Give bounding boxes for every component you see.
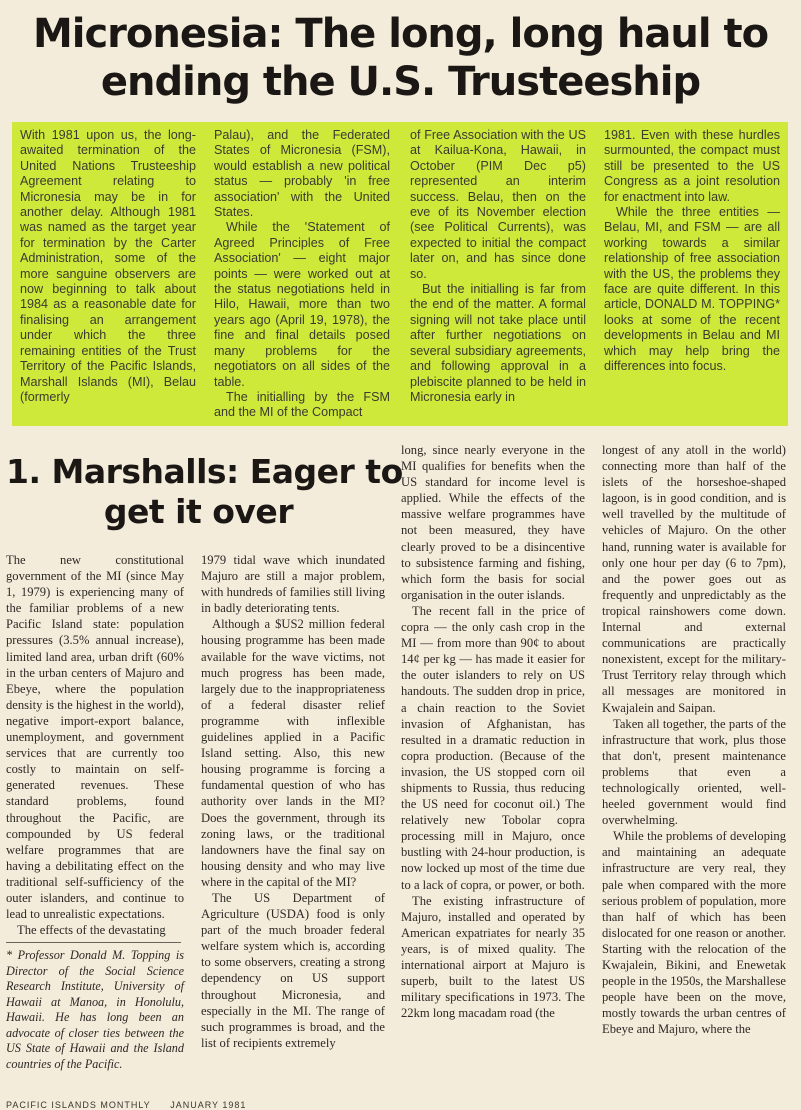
paragraph: The initialling by the FSM and the MI of the Compact: [214, 389, 390, 420]
paragraph: longest of any atoll in the world) connecting more than half of the islets of the horseshoe-shaped lagoon, is in good condition, and is well travelled by the multitude of vehicles of Majuro. On the other hand, running water is available for only one hour per day (6 to 7pm), and the power goes out as frequently and unpredictably as the tropical rainshowers come down. Internal and external communications are practically nonexistent, except for the military-Trust Territory relay through which all messages are monitored in Kwajalein and Saipan.: [602, 443, 786, 715]
intro-column-1: [20, 128, 196, 405]
author-footnote: * Professor Donald M. Topping is Director of the Social Science Research Institute, University of Hawaii at Manoa, in Honolulu, Hawaii. He has long been an advocate of closer ties between the US State of Hawaii and the Island countries of the Pacific.: [6, 948, 184, 1071]
paragraph: The recent fall in the price of copra — the only cash crop in the MI — from more than 90¢ to about 14¢ per kg — has made it easier for the outer islanders to rely on US handouts. The sudden drop in price, a chain reaction to the Soviet invasion of Afghanistan, has resulted in a dramatic reduction in copra production. (Because of the invasion, the US stopped corn oil shipments to Russia, thus reducing the US need for coconut oil.) The relatively new Tobolar copra processing mill in Majuro, once bustling with 24-hour production, is now locked up most of the time due to a lack of copra, or power, or both.: [401, 603, 585, 892]
headline-line-2: ending the U.S. Trusteeship: [100, 59, 701, 105]
paragraph: The effects of the devastating: [17, 923, 166, 938]
intro-column-4: [604, 128, 780, 375]
body-column-1: [6, 552, 184, 938]
paragraph: While the problems of developing and maintaining an adequate infrastructure are very real, they pale when compared with the more serious problem of population, more than half of which has been dislocated for one reason or another. Starting with the relocation of the Kwajalein, Bikini, and Enewetak people in the 1950s, the Marshallese people have been on the move, mostly towards the urban centres of Ebeye and Majuro, where the: [602, 829, 786, 1037]
intro-column-3: [410, 128, 586, 405]
paragraph: With 1981 upon us, the long-awaited termination of the United Nations Trusteeship Agreement relating to Micronesia may be in for another delay. Although 1981 was named as the target year for termination by the Carter Administration, some of the more sanguine observers are now beginning to talk about 1984 as a reasonable date for finalising an arrangement under which the three remaining entities of the Trust Territory of the Pacific Islands, Marshall Islands (MI), Belau (formerly: [20, 128, 196, 404]
paragraph: long, since nearly everyone in the MI qualifies for benefits when the US standard for income level is applied. While the effects of the massive welfare programmes have not been measured, they have clearly proved to be a disincentive to subsistence farming and fishing, which form the basis for social organisation in the outer islands.: [401, 443, 585, 602]
issue-date: JANUARY 1981: [170, 1100, 247, 1110]
paragraph: While the 'Statement of Agreed Principles of Free Association' — eight major points — were worked out at the status negotiations held in Hilo, Hawaii, more than two years ago (April 19, 1978), the fine and final details posed many problems for the negotiators on all sides of the table.: [214, 220, 390, 389]
body-column-3: [401, 442, 585, 1021]
headline-line-1: Micronesia: The long, long haul to: [32, 11, 769, 57]
paragraph: The existing infrastructure of Majuro, installed and operated by American expatriates for nearly 35 years, is of mixed quality. The international airport at Majuro is superb, built to the latest US military specifications in 1973. The 22km long macadam road (the: [401, 893, 585, 1021]
paragraph: Taken all together, the parts of the infrastructure that work, plus those that don't, present maintenance problems that even a technologically oriented, well-heeled government would find overwhelming.: [602, 716, 786, 828]
paragraph: Palau), and the Federated States of Micronesia (FSM), would establish a new political status — probably 'in free association' with the United States.: [214, 128, 390, 220]
paragraph: But the initialling is far from the end of the matter. A formal signing will not take place until after further negotiations on several subsidiary agreements, and following approval in a plebiscite planned to be held in Micronesia early in: [410, 282, 586, 404]
paragraph: of Free Association with the US at Kailua-Kona, Hawaii, in October (PIM Dec p5) represented an interim success. Belau, then on the eve of its November election (see Political Currents), was expected to initial the compact later on, and has since done so.: [410, 128, 586, 281]
article-headline: [0, 10, 801, 106]
paragraph: The new constitutional government of the MI (since May 1, 1979) is experiencing many of the familiar problems of a new Pacific Island state: population pressures (3.5% annual increase), limited land area, urban drift (60% in the urban centers of Majuro and Ebeye, where the population density is the highest in the world), negative import-export balance, unemployment, and government services that are currently too costly to maintain on self-generated revenues. These standard problems, found throughout the Pacific, are compounded by US federal welfare programmes that are having a debilitating effect on the traditional self-sufficiency of the outer islanders, and continue to lead to unrealistic expectations.: [6, 553, 184, 922]
publication-name: PACIFIC ISLANDS MONTHLY: [6, 1100, 151, 1110]
footnote-rule: [6, 942, 181, 943]
page-footer: [6, 1100, 262, 1110]
paragraph: 1979 tidal wave which inundated Majuro are still a major problem, with hundreds of families still living in badly deteriorating tents.: [201, 553, 385, 616]
paragraph: The US Department of Agriculture (USDA) food is only part of the much broader federal welfare system which is, according to some observers, creating a strong dependency on US support throughout Micronesia, and especially in the MI. The range of such programmes is broad, and the list of recipients extremely: [201, 890, 385, 1050]
body-column-2: [201, 552, 385, 1051]
section-title-line-1: 1. Marshalls: Eager to: [6, 452, 403, 491]
paragraph: Although a $US2 million federal housing programme has been made available for the wave victims, not much progress has been made, largely due to the inappropriateness of a federal disaster relief programme with inflexible guidelines applied in a Pacific Island setting. Also, this new housing programme is forcing a fundamental question of who has authority over lands in the MI? Does the government, through its zoning laws, or the traditional landowners have the final say on housing density and who may live where in the capital of the MI?: [201, 617, 385, 889]
section-title-line-2: get it over: [103, 492, 294, 531]
body-column-4: [602, 442, 786, 1037]
intro-panel: [12, 122, 788, 426]
section-title: [6, 452, 403, 532]
paragraph: While the three entities — Belau, MI, and FSM — are all working towards a similar relationship of free association with the US, the problems they face are quite different. In this article, DONALD M. TOPPING* looks at some of the recent developments in Belau and MI which may help bring the differences into focus.: [604, 205, 780, 374]
paragraph: 1981. Even with these hurdles surmounted, the compact must still be presented to the US Congress as a joint resolution for enactment into law.: [604, 128, 780, 204]
intro-column-2: [214, 128, 390, 421]
